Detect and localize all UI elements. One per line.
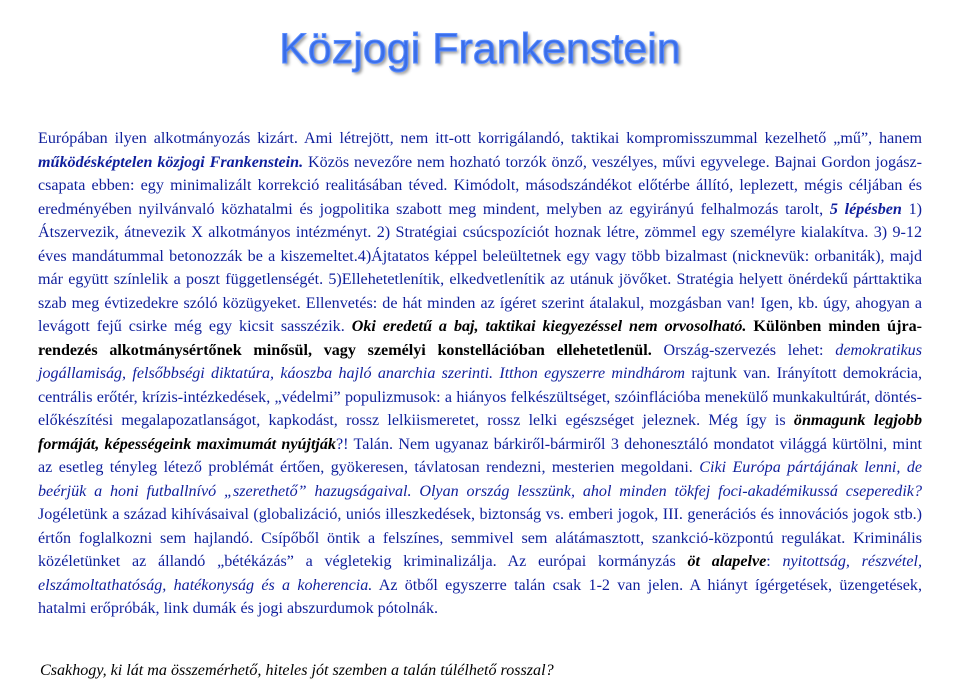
text-run: Ország-szervezés lehet: (651, 341, 836, 359)
bold-run: Különben minden újra-rendezés alkotmánysértőnek minősül, vagy személyi konstellációban ellehetetlenül. (38, 318, 923, 359)
slide-title: Közjogi Frankenstein (279, 25, 681, 73)
text-run: : (766, 553, 783, 570)
emphasis-run: 5 lépésben (829, 200, 902, 218)
italic-run: nyitottság, részvétel, elszámoltathatóság, hatékonyság és a koherencia. (38, 553, 922, 594)
text-run: Jogéletünk a század kihívásaival (globalizáció, uniós illeszkedések, biztonság vs. emberi jogok, III. generációs és innovációs jogok stb.) értőn foglalkozni sem hajlandó. Csípőből öntik a felszínes, semmivel sem alátámasztott, szankció-központú regulákat. Kriminális közéletünket az állandó „bétékázás” a végletekig kriminalizálja. Az európai kormányzás (38, 506, 922, 570)
emphasis-run: öt alapelve (687, 553, 767, 570)
text-run: Az ötből egyszerre talán csak 1-2 van jelen. A hiányt ígérgetések, üzengetések, hatalmi erőpróbák, link dumák és jogi abszurdumok pótolnák. (38, 576, 922, 617)
text-run: ?! Talán. Nem ugyanaz bárkiről-bármiről 3 dehonesztáló mondatot világgá kürtölni, mint az esetleg tényleg létező problémát értően, gyökeresen, távlatosan rendezni, mesterien megoldani. (38, 435, 922, 476)
text-run: Európában ilyen alkotmányozás kizárt. Ami létrejött, nem itt-ott korrigálandó, taktikai kompromisszummal kezelhető „mű”, hanem (38, 130, 922, 147)
italic-run: demokratikus jogállamiság, felsőbbségi diktatúra, káoszba hajló anarchia szerinti. Itthon egyszerre mindhárom (38, 341, 922, 382)
emphasis-run: működésképtelen közjogi Frankenstein. (38, 153, 304, 171)
italic-run: Ciki Európa pártájának lenni, de beérjük a honi futballnívó „szerethető” hazugságaival. Olyan ország lesszünk, ahol minden tökfej foci-akadémikussá cseperedik? (38, 459, 923, 500)
closing-question: Csakhogy, ki lát ma összemérhető, hiteles jót szemben a talán túlélhető rosszal? (40, 662, 554, 679)
text-run: Közös nevezőre nem hozható torzók önző, veszélyes, művi egyvelege. Bajnai Gordon jogász-csapata ebben: egy minimalizált korrekció realitásában téved. Kimódolt, másodszándékot előtérbe állító, leplezett, mégis céljában és eredményében nyilvánvaló közhatalmi és jogpolitika szabott meg mindent, melyben az egyirányú felhalmozás tarolt, (38, 153, 922, 218)
text-run: rajtunk van. Irányított demokrácia, centrális erőtér, krízis-intézkedések, „védelmi” populizmusok: a hiányos felkészültséget, szóinflációba menekülő munkakultúrát, döntés-előkészítési megalapozatlanságot, kapkodást, rossz lelkiismeretet, rossz lelki egészséget jeleznek. Még így is (38, 365, 922, 429)
body-paragraph (38, 127, 922, 621)
emphasis-run: önmagunk legjobb formáját, képességeink maximumát nyújtják (38, 412, 923, 453)
text-run: 1) Átszervezik, átnevezik X alkotmányos intézményt. 2) Stratégiai csúcspozíciót hoznak létre, zömmel egy személyre kialakítva. 3) 9-12 éves mandátummal betonozzák be a kiszemeltet.4)Ájtatatos képpel beleültetnek egy vagy több bizalmast (nicknevük: orbaniták), majd már együtt színlelik a poszt függetlenségét. 5)Ellehetetlenítik, elkedvetlenítik az utánuk jövőket. Stratégia helyett önérdekű párttaktika szab meg évtizedekre szóló közügyeket. Ellenvetés: de hát minden az ígéret szerint átalakul, mozgásban van! Igen, kb. úgy, ahogyan a levágott fejű csirke még egy kicsit sasszézik. (38, 200, 922, 335)
emphasis-run: Oki eredetű a baj, taktikai kiegyezéssel nem orvosolható. (351, 318, 747, 335)
